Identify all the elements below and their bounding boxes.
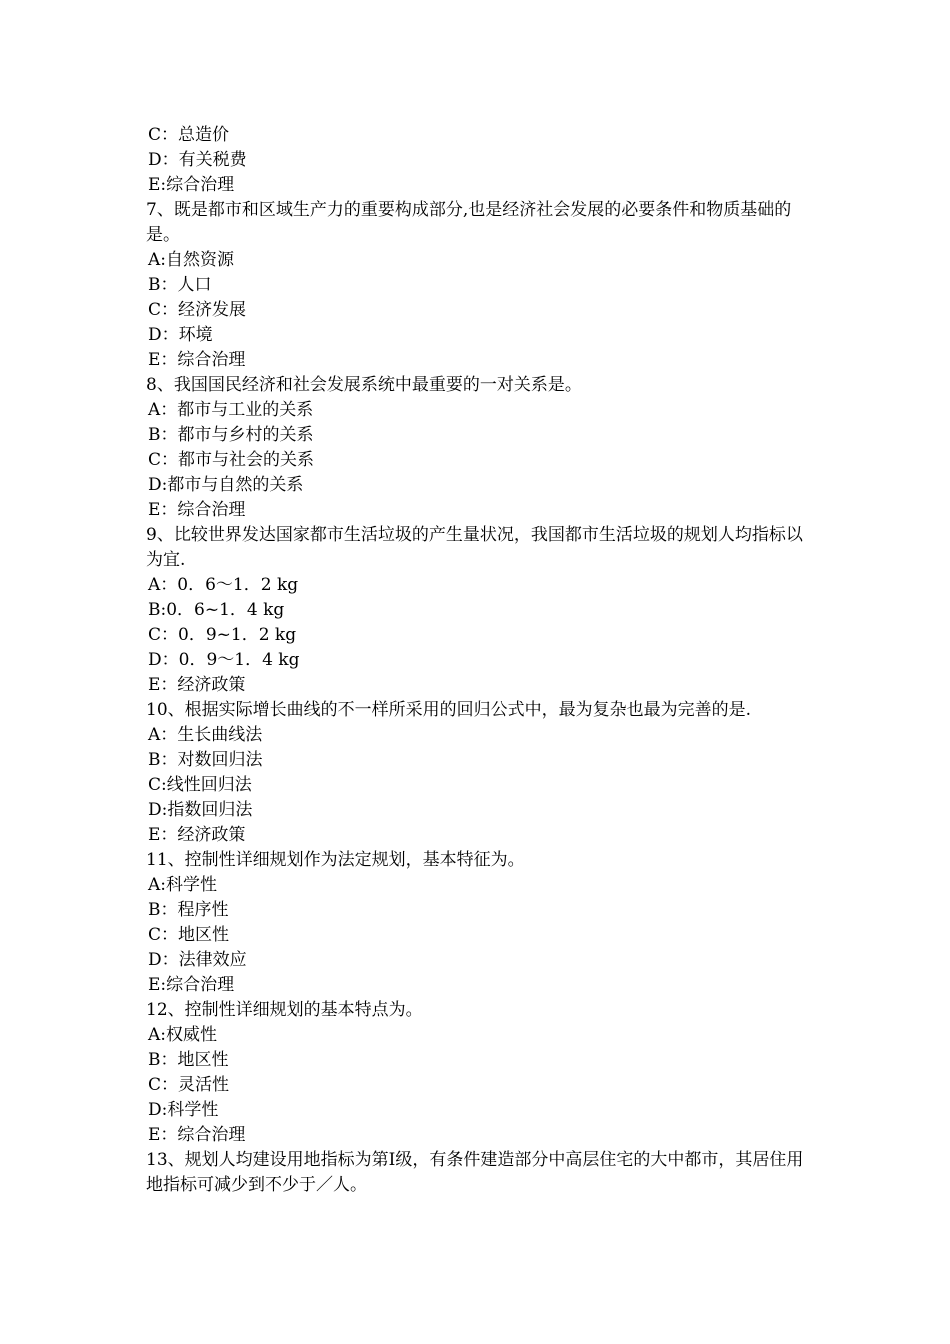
option-line: B：地区性 — [148, 1050, 229, 1070]
option-line: A：0．6～1．2 kg — [148, 575, 299, 595]
option-line: A：都市与工业的关系 — [148, 400, 314, 420]
option-line: D:都市与自然的关系 — [148, 475, 304, 495]
option-line: C：地区性 — [148, 925, 230, 945]
option-line: E:综合治理 — [148, 175, 235, 195]
option-line: E:综合治理 — [148, 975, 235, 995]
question-10: 10、根据实际增长曲线的不一样所采用的回归公式中，最为复杂也最为完善的是. — [146, 700, 752, 720]
option-line: D：环境 — [148, 325, 213, 345]
question-13: 13、规划人均建设用地指标为第Ⅰ级，有条件建造部分中高层住宅的大中都市，其居住用地指标可减少到不少于／人。 — [146, 1150, 804, 1195]
option-line: E：经济政策 — [148, 825, 246, 845]
option-line: C：经济发展 — [148, 300, 247, 320]
option-line: B：人口 — [148, 275, 212, 295]
question-9: 9、比较世界发达国家都市生活垃圾的产生量状况，我国都市生活垃圾的规划人均指标以为宜. — [146, 525, 803, 570]
option-line: D：有关税费 — [148, 150, 247, 170]
option-line: B:0．6~1．4 kg — [148, 600, 285, 620]
question-8: 8、我国国民经济和社会发展系统中最重要的一对关系是。 — [146, 375, 582, 395]
option-line: B：都市与乡村的关系 — [148, 425, 314, 445]
option-line: E：综合治理 — [148, 350, 246, 370]
option-line: D：法律效应 — [148, 950, 247, 970]
option-line: B：程序性 — [148, 900, 229, 920]
option-line: A：生长曲线法 — [148, 725, 263, 745]
option-line: C：总造价 — [148, 125, 230, 145]
question-11: 11、控制性详细规划作为法定规划，基本特征为。 — [146, 850, 525, 870]
option-line: B：对数回归法 — [148, 750, 263, 770]
option-line: A:权威性 — [148, 1025, 218, 1045]
option-line: C:线性回归法 — [148, 775, 252, 795]
option-line: E：综合治理 — [148, 1125, 246, 1145]
question-12: 12、控制性详细规划的基本特点为。 — [146, 1000, 423, 1020]
option-line: D:指数回归法 — [148, 800, 253, 820]
option-line: C：0．9~1．2 kg — [148, 625, 297, 645]
option-line: C：灵活性 — [148, 1075, 230, 1095]
option-line: E：综合治理 — [148, 500, 246, 520]
option-line: C：都市与社会的关系 — [148, 450, 315, 470]
option-line: D：0．9～1．4 kg — [148, 650, 300, 670]
question-7: 7、既是都市和区域生产力的重要构成部分,也是经济社会发展的必要条件和物质基础的是。 — [146, 200, 792, 245]
option-line: A:科学性 — [148, 875, 218, 895]
option-line: A:自然资源 — [148, 250, 235, 270]
document-page — [146, 123, 810, 1198]
option-line: D:科学性 — [148, 1100, 219, 1120]
option-line: E：经济政策 — [148, 675, 246, 695]
